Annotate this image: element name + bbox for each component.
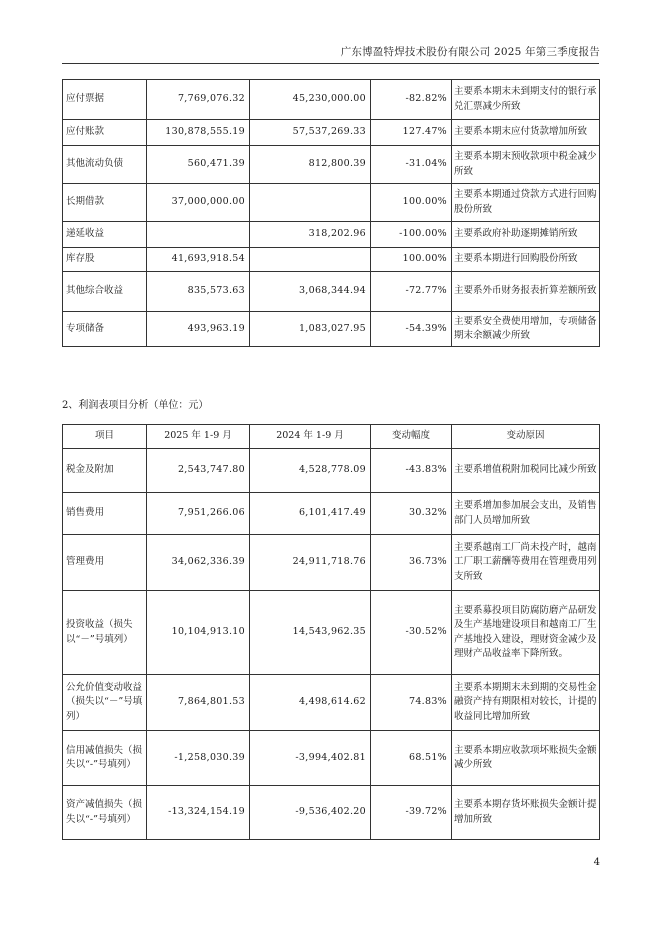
change-rate: -72.77% (371, 272, 452, 312)
prior-value (250, 184, 371, 222)
current-value: 835,573.63 (147, 272, 250, 312)
item-name: 长期借款 (63, 184, 147, 222)
prior-value: 24,911,718.76 (250, 535, 371, 591)
prior-value: 4,528,778.09 (250, 449, 371, 493)
current-value: 37,000,000.00 (147, 184, 250, 222)
item-name: 其他流动负债 (63, 146, 147, 184)
table-row (63, 675, 600, 731)
item-name: 库存股 (63, 248, 147, 272)
item-name: 应付账款 (63, 120, 147, 146)
item-name: 递延收益 (63, 222, 147, 248)
table-row (63, 80, 600, 120)
current-value (147, 222, 250, 248)
current-value: 493,963.19 (147, 312, 250, 347)
income-statement-table (62, 424, 600, 840)
report-header-title: 广东博盈特焊技术股份有限公司 2025 年第三季度报告 (340, 46, 600, 58)
header-current-period: 2025 年 1-9 月 (147, 425, 250, 449)
balance-sheet-table (62, 79, 600, 347)
change-rate: 127.47% (371, 120, 452, 146)
change-reason: 主要系增值税附加税同比减少所致 (452, 449, 600, 493)
item-name: 管理费用 (63, 535, 147, 591)
table-row (63, 248, 600, 272)
current-value: 7,769,076.32 (147, 80, 250, 120)
header-change-rate: 变动幅度 (371, 425, 452, 449)
change-reason: 主要系本期末预收款项中税金减少所致 (452, 146, 600, 184)
item-name: 应付票据 (63, 80, 147, 120)
change-rate: -31.04% (371, 146, 452, 184)
prior-value: 45,230,000.00 (250, 80, 371, 120)
change-rate: -30.52% (371, 591, 452, 675)
item-name: 资产减值损失（损失以“-”号填列） (63, 786, 147, 840)
table-row (63, 272, 600, 312)
section-title: 2、利润表项目分析（单位：元） (62, 400, 209, 411)
table-row (63, 731, 600, 786)
change-rate: 68.51% (371, 731, 452, 786)
change-reason: 主要系安全费使用增加，专项储备期末余额减少所致 (452, 312, 600, 347)
change-rate: -43.83% (371, 449, 452, 493)
change-reason: 主要系本期进行回购股份所致 (452, 248, 600, 272)
table-row (63, 786, 600, 840)
current-value: 34,062,336.39 (147, 535, 250, 591)
change-reason: 主要系本期期末未到期的交易性金融资产持有期限相对较长，计提的收益同比增加所致 (452, 675, 600, 731)
header-divider (62, 63, 599, 64)
header-prior-period: 2024 年 1-9 月 (250, 425, 371, 449)
item-name: 其他综合收益 (63, 272, 147, 312)
change-reason: 主要系本期通过贷款方式进行回购股份所致 (452, 184, 600, 222)
current-value: 7,951,266.06 (147, 493, 250, 535)
change-reason: 主要系越南工厂尚未投产时，越南工厂职工薪酬等费用在管理费用列支所致 (452, 535, 600, 591)
current-value: -13,324,154.19 (147, 786, 250, 840)
change-reason: 主要系增加参加展会支出，及销售部门人员增加所致 (452, 493, 600, 535)
current-value: 41,693,918.54 (147, 248, 250, 272)
header-item: 项目 (63, 425, 147, 449)
change-reason: 主要系本期末应付货款增加所致 (452, 120, 600, 146)
current-value: -1,258,030.39 (147, 731, 250, 786)
current-value: 10,104,913.10 (147, 591, 250, 675)
change-rate: -82.82% (371, 80, 452, 120)
prior-value: 4,498,614.62 (250, 675, 371, 731)
prior-value: 14,543,962.35 (250, 591, 371, 675)
current-value: 7,864,801.53 (147, 675, 250, 731)
change-reason: 主要系本期存货坏账损失金额计提增加所致 (452, 786, 600, 840)
change-rate: 30.32% (371, 493, 452, 535)
table-row (63, 146, 600, 184)
header-change-reason: 变动原因 (452, 425, 600, 449)
change-rate: -100.00% (371, 222, 452, 248)
prior-value: 3,068,344.94 (250, 272, 371, 312)
change-reason: 主要系外币财务报表折算差额所致 (452, 272, 600, 312)
table-row (63, 184, 600, 222)
table-row (63, 449, 600, 493)
table-header-row (63, 425, 600, 449)
item-name: 销售费用 (63, 493, 147, 535)
change-rate: -39.72% (371, 786, 452, 840)
table-row (63, 591, 600, 675)
table-row (63, 535, 600, 591)
change-rate: 36.73% (371, 535, 452, 591)
change-rate: 100.00% (371, 184, 452, 222)
item-name: 专项储备 (63, 312, 147, 347)
table-row (63, 312, 600, 347)
current-value: 560,471.39 (147, 146, 250, 184)
change-reason: 主要系本期末未到期支付的银行承兑汇票减少所致 (452, 80, 600, 120)
table-row (63, 120, 600, 146)
page-number: 4 (593, 857, 600, 868)
current-value: 2,543,747.80 (147, 449, 250, 493)
prior-value: -9,536,402.20 (250, 786, 371, 840)
prior-value: 318,202.96 (250, 222, 371, 248)
item-name: 税金及附加 (63, 449, 147, 493)
change-rate: 100.00% (371, 248, 452, 272)
prior-value: 6,101,417.49 (250, 493, 371, 535)
current-value: 130,878,555.19 (147, 120, 250, 146)
change-reason: 主要系本期应收款项坏账损失金额减少所致 (452, 731, 600, 786)
change-reason: 主要系政府补助逐期摊销所致 (452, 222, 600, 248)
change-reason: 主要系募投项目防腐防磨产品研发及生产基地建设项目和越南工厂生产基地投入建设，理财资金减少及理财产品收益率下降所致。 (452, 591, 600, 675)
item-name: 信用减值损失（损失以“-”号填列） (63, 731, 147, 786)
prior-value (250, 248, 371, 272)
table-row (63, 222, 600, 248)
prior-value: 812,800.39 (250, 146, 371, 184)
change-rate: 74.83% (371, 675, 452, 731)
table-row (63, 493, 600, 535)
change-rate: -54.39% (371, 312, 452, 347)
item-name: 公允价值变动收益（损失以“－”号填列） (63, 675, 147, 731)
prior-value: -3,994,402.81 (250, 731, 371, 786)
prior-value: 57,537,269.33 (250, 120, 371, 146)
prior-value: 1,083,027.95 (250, 312, 371, 347)
item-name: 投资收益（损失以“－”号填列） (63, 591, 147, 675)
